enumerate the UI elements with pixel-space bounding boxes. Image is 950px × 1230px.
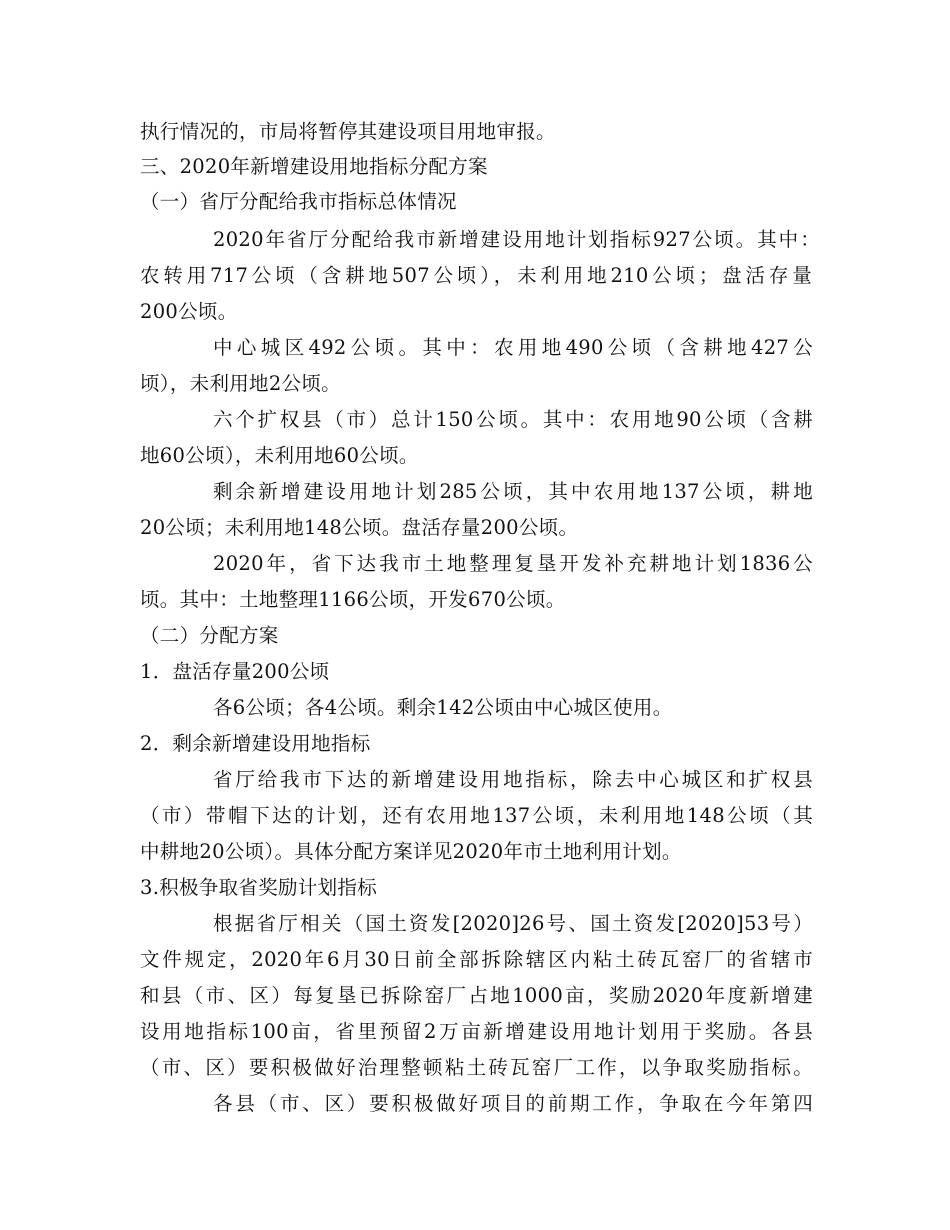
list-heading: 2．剩余新增建设用地指标 [140, 732, 371, 755]
paragraph-line: 和县（市、区）每复垦已拆除窑厂占地1000亩，奖励2020年度新增建 [140, 984, 813, 1007]
paragraph-line: 设用地指标100亩，省里预留2万亩新增建设用地计划用于奖励。各县 [140, 1020, 813, 1043]
paragraph-line: 顷。其中：土地整理1166公顷，开发670公顷。 [140, 588, 566, 611]
paragraph-line: （市、区）要积极做好治理整顿粘土砖瓦窑厂工作，以争取奖励指标。 [140, 1056, 813, 1079]
paragraph-line: 地60公顷），未利用地60公顷。 [140, 444, 419, 467]
list-heading: 1．盘活存量200公顷 [140, 660, 330, 683]
paragraph-line: 中耕地20公顷）。具体分配方案详见2020年市土地利用计划。 [140, 840, 682, 863]
paragraph-line: （市）带帽下达的计划，还有农用地137公顷，未利用地148公顷（其 [140, 804, 813, 827]
subsection-heading: （一）省厅分配给我市指标总体情况 [140, 190, 457, 213]
paragraph-line: 2020年省厅分配给我市新增建设用地计划指标927公顷。其中： [213, 228, 820, 251]
paragraph-line: 农转用717公顷（含耕地507公顷），未利用地210公顷；盘活存量 [140, 264, 812, 287]
subsection-heading: （二）分配方案 [140, 624, 279, 647]
paragraph-line: 各县（市、区）要积极做好项目的前期工作，争取在今年第四 [213, 1092, 813, 1115]
paragraph-line: 六个扩权县（市）总计150公顷。其中：农用地90公顷（含耕 [213, 408, 813, 431]
paragraph-line: 各6公顷；各4公顷。剩余142公顷由中心城区使用。 [213, 696, 673, 719]
section-heading: 三、2020年新增建设用地指标分配方案 [140, 155, 488, 178]
paragraph-line: 中心城区492公顷。其中：农用地490公顷（含耕地427公 [213, 336, 813, 359]
paragraph-line: 顷），未利用地2公顷。 [140, 372, 341, 395]
paragraph-line: 根据省厅相关（国土资发[2020]26号、国土资发[2020]53号） [213, 912, 813, 935]
paragraph-line: 200公顷。 [140, 300, 238, 323]
paragraph-line: 2020年，省下达我市土地整理复垦开发补充耕地计划1836公 [213, 552, 813, 575]
paragraph-line: 省厅给我市下达的新增建设用地指标，除去中心城区和扩权县 [213, 768, 813, 791]
paragraph-line: 剩余新增建设用地计划285公顷，其中农用地137公顷，耕地 [213, 480, 813, 503]
paragraph-line: 文件规定，2020年6月30日前全部拆除辖区内粘土砖瓦窑厂的省辖市 [140, 948, 813, 971]
list-heading: 3.积极争取省奖励计划指标 [140, 876, 378, 899]
paragraph-line: 20公顷；未利用地148公顷。盘活存量200公顷。 [140, 516, 579, 539]
paragraph-line: 执行情况的，市局将暂停其建设项目用地审报。 [140, 120, 556, 143]
